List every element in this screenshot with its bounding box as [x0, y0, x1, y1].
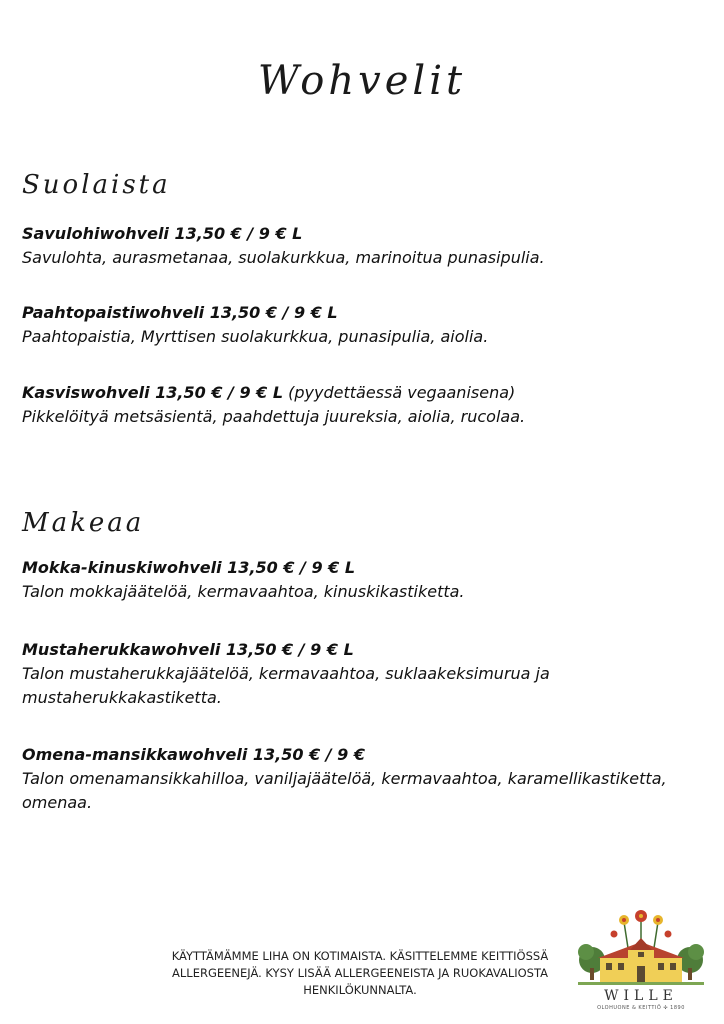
logo-wordmark: WILLE — [604, 988, 678, 1004]
item-description: Pikkelöityä metsäsientä, paahdettuja juureksia, aiolia, rucolaa. — [22, 407, 526, 426]
item-name: Mokka-kinuskiwohveli 13,50 € / 9 € L — [22, 558, 356, 577]
menu-item — [22, 222, 702, 270]
section-heading-makeaa: Makeaa — [22, 508, 145, 538]
logo-subtitle: OLOHUONE & KEITTIÖ ✣ 1890 — [597, 1005, 685, 1011]
section-heading-suolaista: Suolaista — [22, 170, 171, 200]
item-description: Talon mustaherukkajäätelöä, kermavaahtoa, suklaakeksimurua ja mustaherukkakastiketta. — [22, 664, 550, 707]
manor-house-icon — [578, 908, 704, 988]
item-name: Mustaherukkawohveli 13,50 € / 9 € L — [22, 640, 354, 659]
item-name: Omena-mansikkawohveli 13,50 € / 9 € — [22, 745, 366, 764]
wille-logo — [578, 908, 704, 1016]
item-description: Savulohta, aurasmetanaa, suolakurkkua, marinoitua punasipulia. — [22, 248, 545, 267]
item-note: (pyydettäessä vegaanisena) — [283, 383, 516, 402]
item-name: Savulohiwohveli 13,50 € / 9 € L — [22, 224, 303, 243]
menu-item — [22, 556, 702, 604]
allergen-footer-note: KÄYTTÄMÄMME LIHA ON KOTIMAISTA. KÄSITTELEMME KEITTIÖSSÄ ALLERGEENEJÄ. KYSY LISÄÄ ALLERGEENEISTA JA RUOKAVALIOSTA HENKILÖKUNNALTA. — [171, 949, 549, 997]
item-name: Paahtopaistiwohveli 13,50 € / 9 € L — [22, 303, 338, 322]
menu-item — [22, 381, 702, 429]
item-description: Paahtopaistia, Myrttisen suolakurkkua, punasipulia, aiolia. — [22, 327, 489, 346]
item-description: Talon omenamansikkahilloa, vaniljajäätelöä, kermavaahtoa, karamellikastiketta, omenaa. — [22, 769, 667, 812]
menu-item — [22, 301, 702, 349]
page-title: Wohvelit — [257, 58, 467, 104]
item-name: Kasviswohveli 13,50 € / 9 € L — [22, 383, 284, 402]
menu-item — [22, 638, 702, 710]
item-description: Talon mokkajäätelöä, kermavaahtoa, kinuskikastiketta. — [22, 582, 465, 601]
menu-item — [22, 743, 702, 815]
